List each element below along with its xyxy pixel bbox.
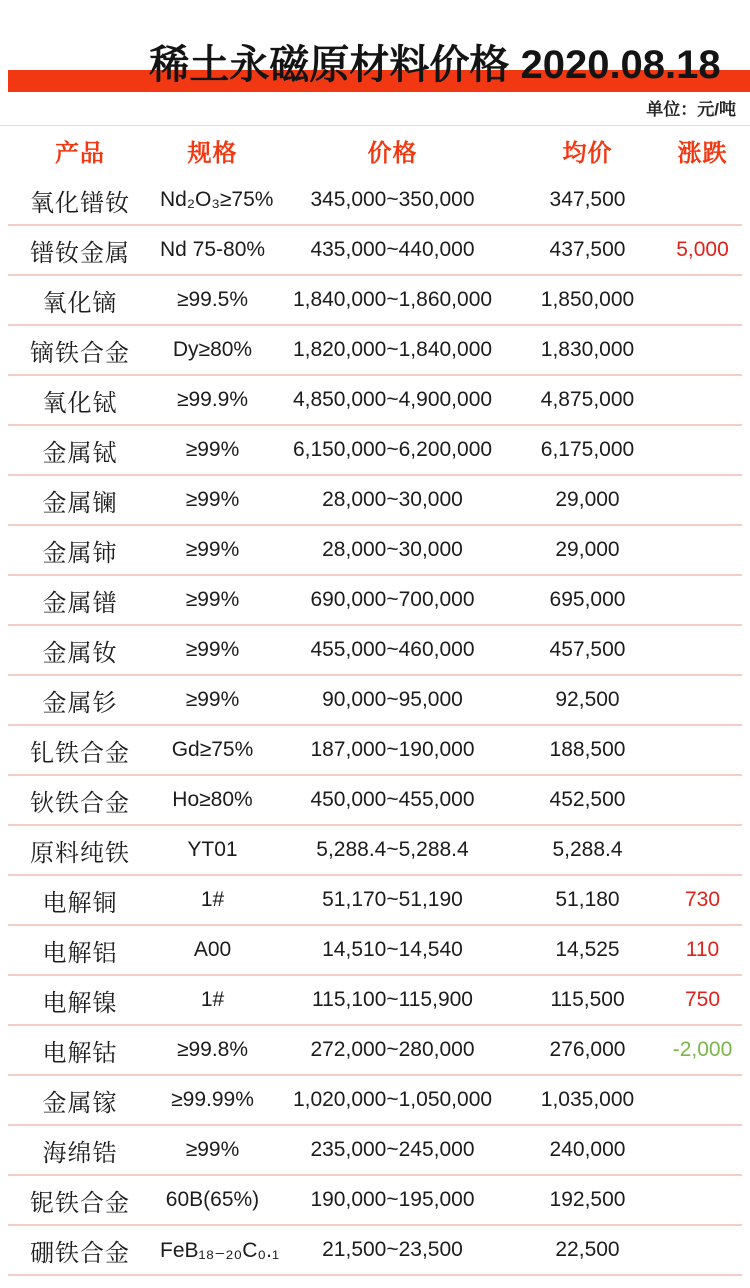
avg-price-cell: 188,500 [549, 738, 626, 761]
table-header-row [0, 125, 750, 175]
table-row [0, 175, 750, 225]
price-cell: 115,100~115,900 [312, 988, 473, 1011]
product-cell: 金属镨 [42, 589, 118, 617]
page-title: 稀土永磁原材料价格 2020.08.18 [149, 43, 721, 87]
table-row [0, 775, 750, 825]
avg-price-cell: 276,000 [549, 1038, 626, 1061]
price-table [0, 125, 750, 1275]
product-cell: 金属镓 [42, 1089, 118, 1117]
table-row [0, 325, 750, 375]
change-cell: 750 [684, 988, 721, 1011]
spec-cell: Gd≥75% [171, 738, 254, 761]
price-cell: 1,820,000~1,840,000 [292, 338, 493, 361]
avg-price-cell: 4,875,000 [540, 388, 635, 411]
avg-price-cell: 51,180 [555, 888, 620, 911]
column-header-change: 涨跌 [677, 140, 728, 167]
column-header-avg-price: 均价 [562, 140, 613, 167]
spec-cell: 60B(65%) [165, 1188, 260, 1211]
spec-cell: Dy≥80% [172, 338, 253, 361]
avg-price-cell: 5,288.4 [552, 838, 623, 861]
spec-cell: ≥99% [185, 588, 240, 611]
table-row [0, 1125, 750, 1175]
avg-price-cell: 695,000 [549, 588, 626, 611]
table-row [0, 475, 750, 525]
product-cell: 氧化镝 [42, 289, 118, 317]
price-cell: 6,150,000~6,200,000 [292, 438, 493, 461]
table-row [0, 525, 750, 575]
table-row [0, 1075, 750, 1125]
avg-price-cell: 6,175,000 [540, 438, 635, 461]
price-cell: 455,000~460,000 [310, 638, 475, 661]
table-row [0, 825, 750, 875]
spec-cell: ≥99% [185, 688, 240, 711]
product-cell: 金属镧 [42, 489, 118, 517]
avg-price-cell: 92,500 [555, 688, 620, 711]
spec-cell: Nd 75-80% [160, 238, 266, 261]
change-cell: -2,000 [672, 1038, 733, 1061]
table-row [0, 375, 750, 425]
price-cell: 51,170~51,190 [322, 888, 463, 911]
avg-price-cell: 29,000 [555, 538, 620, 561]
table-body [0, 175, 750, 1275]
product-cell: 电解铝 [42, 939, 118, 967]
spec-cell: ≥99.8% [176, 1038, 249, 1061]
spec-cell: YT01 [187, 838, 238, 861]
product-cell: 电解铜 [42, 889, 118, 917]
spec-cell: ≥99.5% [176, 288, 249, 311]
product-cell: 金属铽 [42, 439, 118, 467]
product-cell: 金属钐 [42, 689, 118, 717]
avg-price-cell: 115,500 [550, 988, 625, 1011]
avg-price-cell: 457,500 [549, 638, 626, 661]
price-cell: 345,000~350,000 [310, 188, 475, 211]
price-cell: 1,840,000~1,860,000 [292, 288, 493, 311]
price-cell: 190,000~195,000 [310, 1188, 475, 1211]
spec-cell: ≥99% [185, 1138, 240, 1161]
product-cell: 氧化镨钕 [30, 189, 130, 217]
change-cell: 5,000 [676, 238, 729, 261]
product-cell: 海绵锆 [42, 1139, 118, 1167]
product-cell: 镝铁合金 [30, 339, 130, 367]
price-cell: 90,000~95,000 [322, 688, 463, 711]
product-cell: 电解钴 [42, 1039, 118, 1067]
price-cell: 235,000~245,000 [310, 1138, 475, 1161]
table-row [0, 225, 750, 275]
table-row [0, 575, 750, 625]
spec-cell: Nd₂O₃≥75% [160, 188, 274, 211]
price-cell: 450,000~455,000 [310, 788, 475, 811]
table-row [0, 725, 750, 775]
price-cell: 14,510~14,540 [322, 938, 463, 961]
change-cell: 110 [685, 938, 720, 961]
price-cell: 187,000~190,000 [310, 738, 475, 761]
spec-cell: 1# [200, 888, 225, 911]
price-cell: 21,500~23,500 [322, 1238, 463, 1261]
product-cell: 金属铈 [42, 539, 118, 567]
product-cell: 铌铁合金 [30, 1189, 130, 1217]
price-cell: 5,288.4~5,288.4 [316, 838, 469, 861]
avg-price-cell: 240,000 [549, 1138, 626, 1161]
avg-price-cell: 29,000 [555, 488, 620, 511]
spec-cell: A00 [193, 938, 232, 961]
spec-cell: ≥99.99% [171, 1088, 254, 1111]
column-header-product: 产品 [55, 140, 105, 167]
avg-price-cell: 1,850,000 [540, 288, 635, 311]
spec-cell: ≥99.9% [176, 388, 249, 411]
spec-cell: FeB₁₈₋₂₀C₀.₁ [160, 1238, 280, 1262]
price-cell: 690,000~700,000 [310, 588, 475, 611]
column-header-price: 价格 [367, 140, 418, 167]
product-cell: 钆铁合金 [30, 739, 130, 767]
table-row [0, 1175, 750, 1225]
spec-cell: ≥99% [185, 538, 240, 561]
price-cell: 272,000~280,000 [310, 1038, 475, 1061]
avg-price-cell: 347,500 [549, 188, 626, 211]
spec-cell: ≥99% [185, 638, 240, 661]
product-cell: 钬铁合金 [30, 789, 130, 817]
table-row [0, 675, 750, 725]
table-row [0, 425, 750, 475]
table-row [0, 875, 750, 925]
table-row [0, 625, 750, 675]
avg-price-cell: 192,500 [549, 1188, 626, 1211]
product-cell: 镨钕金属 [30, 239, 130, 267]
column-header-spec: 规格 [187, 140, 238, 167]
spec-cell: ≥99% [185, 438, 240, 461]
avg-price-cell: 22,500 [555, 1238, 620, 1261]
table-row [0, 1025, 750, 1075]
table-row [0, 925, 750, 975]
avg-price-cell: 1,035,000 [540, 1088, 635, 1111]
table-row [0, 1225, 750, 1275]
product-cell: 电解镍 [42, 989, 118, 1017]
table-row [0, 275, 750, 325]
avg-price-cell: 437,500 [549, 238, 626, 261]
price-cell: 4,850,000~4,900,000 [292, 388, 493, 411]
unit-label: 单位：元/吨 [646, 100, 736, 119]
spec-cell: Ho≥80% [172, 788, 253, 811]
price-cell: 1,020,000~1,050,000 [292, 1088, 493, 1111]
price-cell: 28,000~30,000 [322, 488, 463, 511]
avg-price-cell: 452,500 [549, 788, 626, 811]
price-cell: 435,000~440,000 [310, 238, 475, 261]
avg-price-cell: 1,830,000 [540, 338, 635, 361]
product-cell: 氧化铽 [42, 389, 118, 417]
avg-price-cell: 14,525 [555, 938, 620, 961]
table-row [0, 975, 750, 1025]
change-cell: 730 [684, 888, 721, 911]
product-cell: 原料纯铁 [30, 839, 130, 867]
price-cell: 28,000~30,000 [322, 538, 463, 561]
product-cell: 硼铁合金 [30, 1239, 130, 1267]
spec-cell: 1# [200, 988, 225, 1011]
product-cell: 金属钕 [42, 639, 118, 667]
spec-cell: ≥99% [185, 488, 240, 511]
